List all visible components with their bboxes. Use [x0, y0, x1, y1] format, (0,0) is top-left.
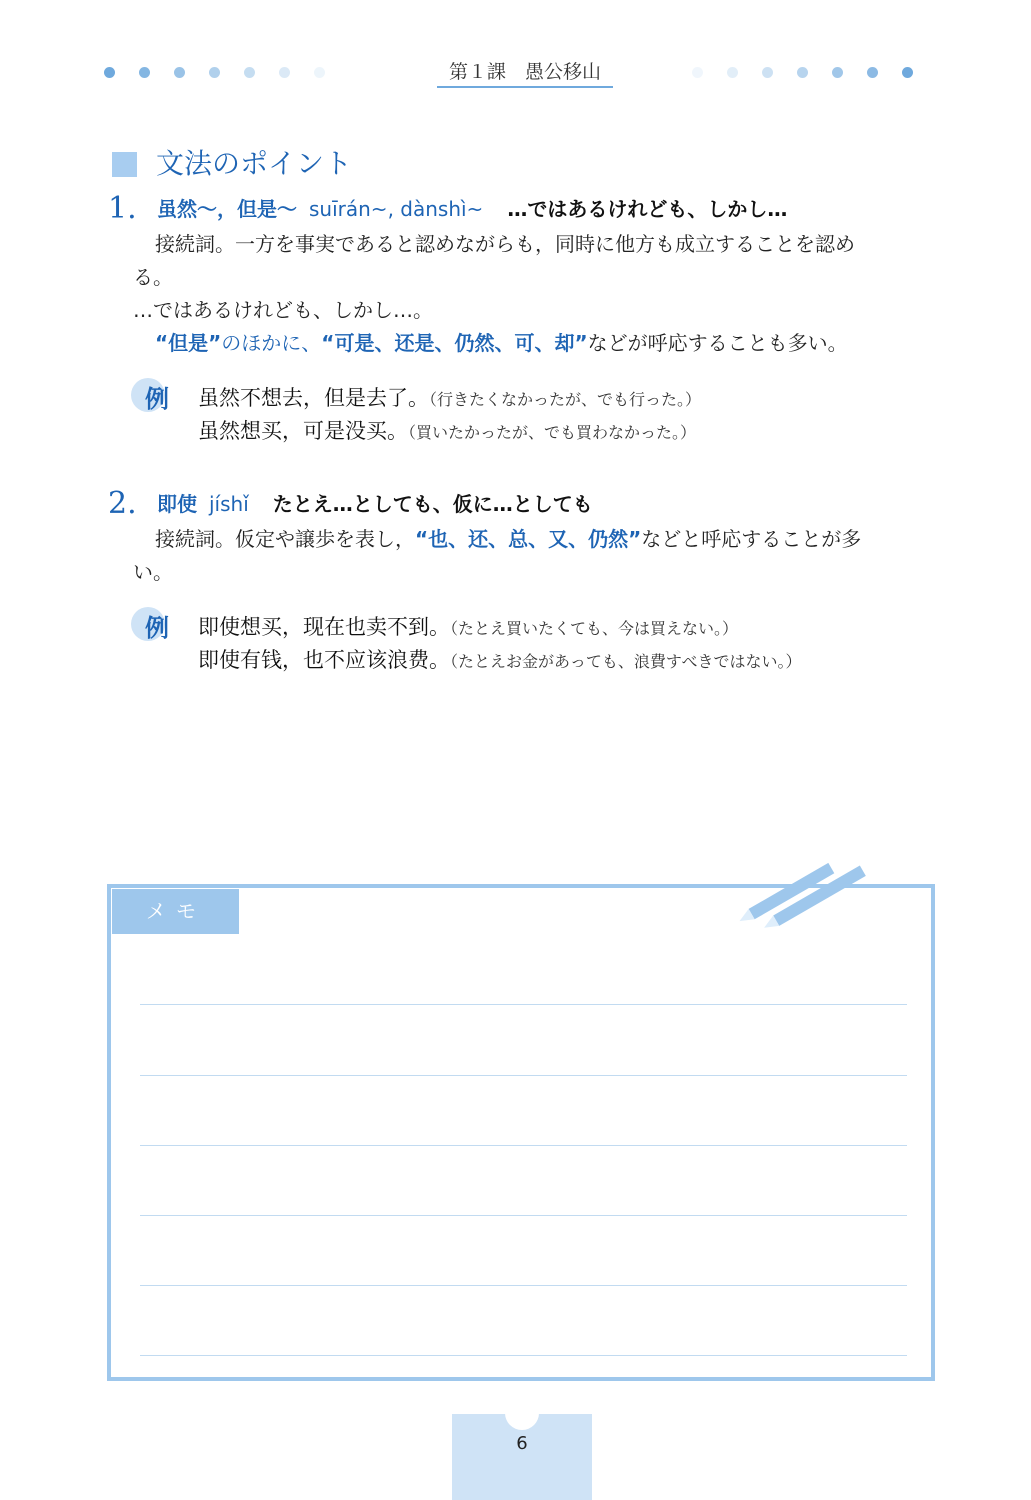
- pencils-icon: [732, 856, 882, 936]
- memo-rule-line: [140, 1355, 907, 1356]
- point-2-example-1: 即使想买，现在也卖不到。（たとえ買いたくても、今は買えない。）: [198, 615, 739, 639]
- memo-rule-line: [140, 1285, 907, 1286]
- point-2-example-2: 即使有钱，也不应该浪费。（たとえお金があっても、浪費すべきではない。）: [198, 648, 802, 672]
- point-1-line-1: 接続詞。一方を事実であると認めながらも，同時に他方も成立することを認め: [155, 232, 855, 256]
- memo-rule-line: [140, 1145, 907, 1146]
- section-marker: [112, 152, 137, 177]
- point-1-example-2: 虽然想买，可是没买。（買いたかったが、でも買わなかった。）: [198, 419, 697, 443]
- point-2-related-words: “也、还、总、又、仍然”: [415, 527, 642, 551]
- point-2-pinyin: jíshǐ: [209, 492, 249, 516]
- point-2-hanzi: 即使: [157, 492, 197, 516]
- memo-rule-line: [140, 1215, 907, 1216]
- point-1-hanzi: 虽然～，但是～: [157, 197, 297, 221]
- memo-rule-line: [140, 1004, 907, 1005]
- point-1-line-3: …ではあるけれども、しかし…。: [133, 298, 433, 322]
- point-1-example-1: 虽然不想去，但是去了。（行きたくなかったが、でも行った。）: [198, 386, 702, 410]
- point-2-number: 2.: [108, 486, 137, 521]
- point-1-pinyin: suīrán~, dànshì~: [309, 197, 484, 221]
- point-1-related-words: “可是、还是、仍然、可、却”: [321, 331, 588, 355]
- header-dots-right: [692, 67, 913, 78]
- point-2-meaning: たとえ…としても、仮に…としても: [272, 492, 593, 516]
- memo-rule-line: [140, 1075, 907, 1076]
- memo-box: [107, 884, 935, 1381]
- point-1-number: 1.: [108, 191, 137, 226]
- point-2-heading: [157, 489, 593, 519]
- point-1-line-2: る。: [133, 265, 173, 289]
- example-icon: 例: [131, 378, 175, 422]
- point-2-line-1: 接続詞。仮定や譲歩を表し，“也、还、总、又、仍然”などと呼応することが多: [155, 527, 862, 551]
- example-icon: 例: [131, 607, 175, 651]
- point-1-meaning: …ではあるけれども、しかし…: [507, 197, 788, 221]
- point-1-heading: [157, 194, 787, 224]
- point-1-keyword: “但是”: [155, 331, 222, 355]
- memo-label: メモ: [112, 889, 239, 934]
- header-dots-left: [104, 67, 349, 78]
- point-1-line-4: “但是”のほかに、“可是、还是、仍然、可、却”などが呼応することも多い。: [155, 331, 848, 355]
- section-title: 文法のポイント: [156, 147, 353, 180]
- page-number: 6: [516, 1433, 528, 1454]
- chapter-title: 第１課 愚公移山: [437, 58, 613, 88]
- point-2-line-2: い。: [133, 560, 173, 584]
